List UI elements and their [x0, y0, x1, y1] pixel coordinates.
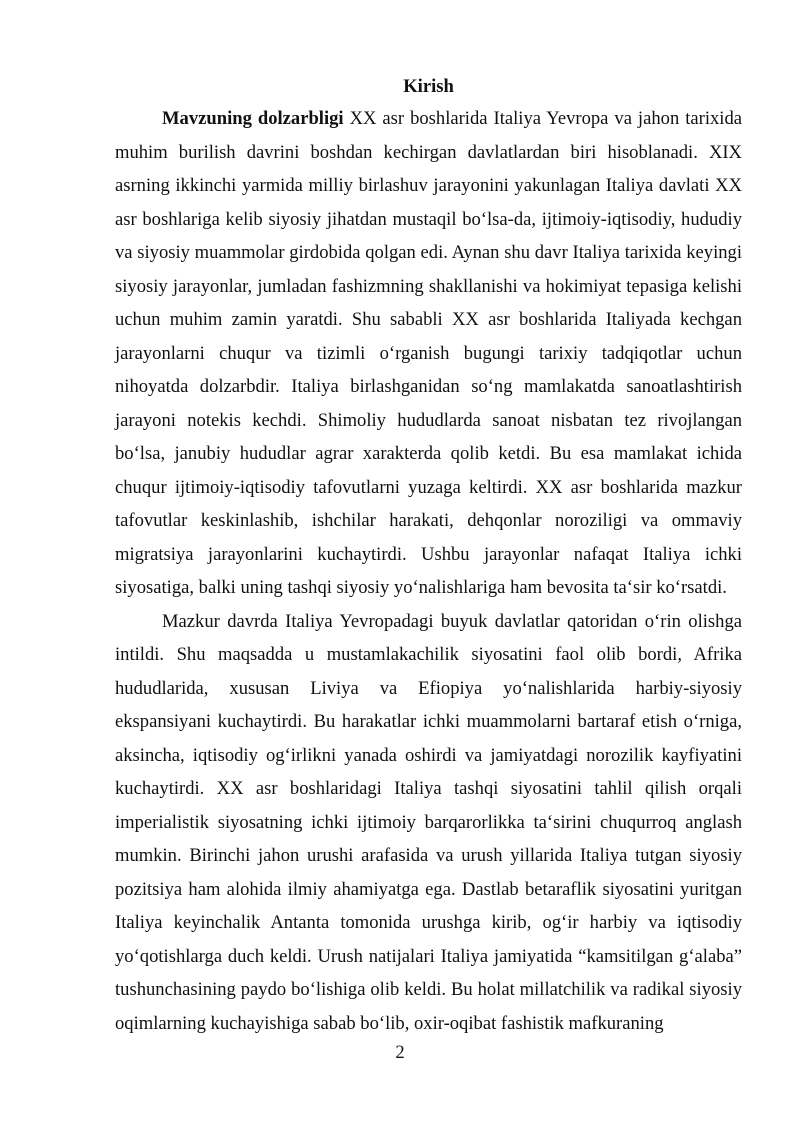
paragraph-relevance — [115, 102, 742, 605]
paragraph-body: XX asr boshlarida Italiya Yevropa va jahon tarixida muhim burilish davrini boshdan kechirgan davlatlardan biri hisoblanadi. XIX asrning ikkinchi yarmida milliy birlashuv jarayonini yakunlagan Italiya davlati XX asr boshlariga kelib siyosiy jihatdan mustaqil bo‘lsa-da, ijtimoiy-iqtisodiy, hududiy va siyosiy muammolar girdobida qolgan edi. Aynan shu davr Italiya tarixida keyingi siyosiy jarayonlar, jumladan fashizmning shakllanishi va hokimiyat tepasiga kelishi uchun muhim zamin yaratdi. Shu sababli XX asr boshlarida Italiyada kechgan jarayonlarni chuqur va tizimli o‘rganish bugungi tarixiy tadqiqotlar uchun nihoyatda dolzarbdir. Italiya birlashganidan so‘ng mamlakatda sanoatlashtirish jarayoni notekis kechdi. Shimoliy hududlarda sanoat nisbatan tez rivojlangan bo‘lsa, janubiy hududlar agrar xarakterda qolib ketdi. Bu esa mamlakat ichida chuqur ijtimoiy-iqtisodiy tafovutlarni yuzaga keltirdi. XX asr boshlarida mazkur tafovutlar keskinlashib, ishchilar harakati, dehqonlar noroziligi va ommaviy migratsiya jarayonlarini kuchaytirdi. Ushbu jarayonlar nafaqat Italiya ichki siyosatiga, balki uning tashqi siyosiy yo‘nalishlariga ham bevosita ta‘sir ko‘rsatdi. — [115, 108, 743, 598]
page-number: 2 — [395, 1042, 405, 1063]
page-content — [115, 74, 742, 1040]
paragraph-lead: Mavzuning dolzarbligi — [162, 108, 344, 129]
paragraph-foreign-policy: Mazkur davrda Italiya Yevropadagi buyuk davlatlar qatoridan o‘rin olishga intildi. Shu maqsadda u mustamlakachilik siyosatini faol olib bordi, Afrika hududlarida, xususan Liviya va Efiopiya yo‘nalishlarida harbiy-siyosiy ekspansiyani kuchaytirdi. Bu harakatlar ichki muammolarni bartaraf etish o‘rniga, aksincha, iqtisodiy og‘irlikni yanada oshirdi va jamiyatdagi norozilik kayfiyatini kuchaytirdi. XX asr boshlaridagi Italiya tashqi siyosatini tahlil qilish orqali imperialistik siyosatning ichki ijtimoiy barqarorlikka ta‘sirini chuqurroq anglash mumkin. Birinchi jahon urushi arafasida va urush yillarida Italiya tutgan siyosiy pozitsiya ham alohida ilmiy ahamiyatga ega. Dastlab betaraflik siyosatini yuritgan Italiya keyinchalik Antanta tomonida urushga kirib, og‘ir harbiy va iqtisodiy yo‘qotishlarga duch keldi. Urush natijalari Italiya jamiyatida “kamsitilgan g‘alaba” tushunchasining paydo bo‘lishiga olib keldi. Bu holat millatchilik va radikal siyosiy oqimlarning kuchayishiga sabab bo‘lib, oxir-oqibat fashistik mafkuraning — [115, 610, 742, 1034]
section-title: Kirish — [403, 76, 454, 97]
